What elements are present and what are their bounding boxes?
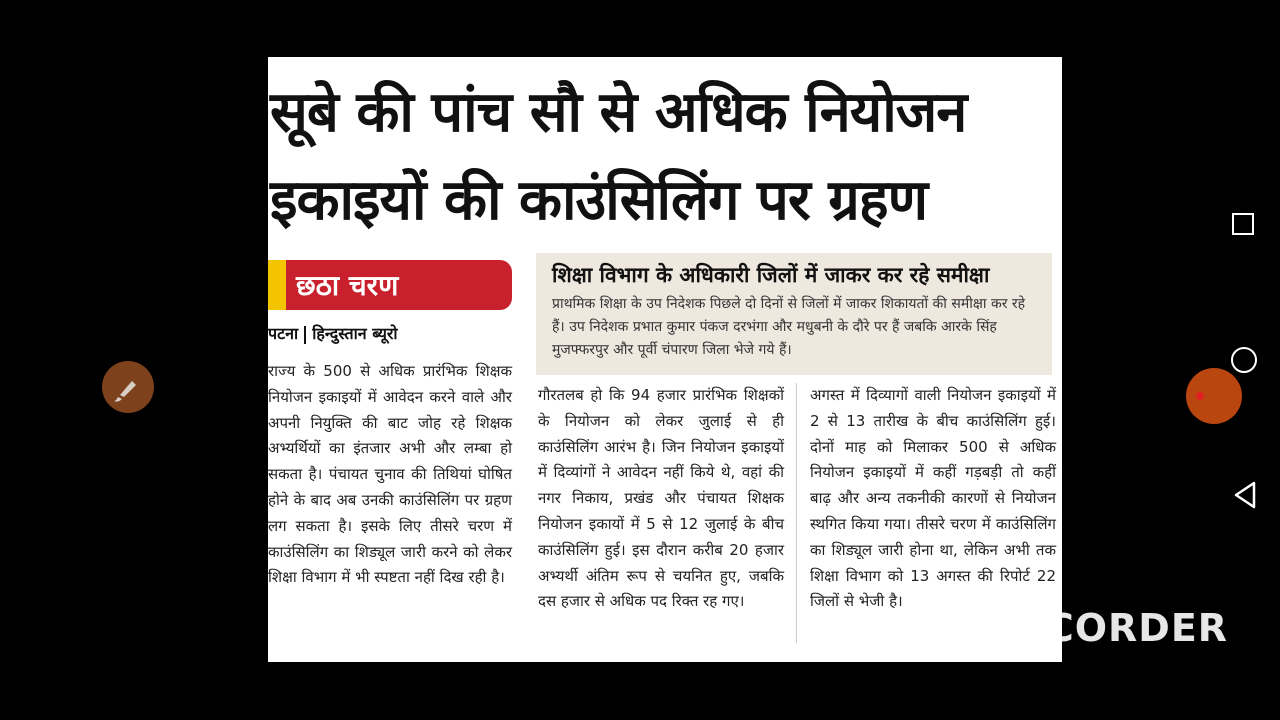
article-column-2 [538,383,784,615]
edit-button[interactable] [102,361,154,413]
dateline-separator [304,326,306,344]
brush-icon [102,361,154,413]
dateline-source: हिन्दुस्तान ब्यूरो [312,324,398,343]
column-2-text: गौरतलब हो कि 94 हजार प्रारंभिक शिक्षकों के नियोजन को लेकर जुलाई से ही काउंसिलिंग आरंभ है। जिन नियोजन इकाइयों में दिव्यांगों ने आवेदन नहीं किये थे, वहां की नगर निकाय, प्रखंड और पंचायत शिक्षक नियोजन इकायों में 5 से 12 जुलाई के बीच काउंसिलिंग हुई। इस दौरान करीब 20 हजार अभ्यर्थी अंतिम रूप से चयनित हुए, जबकि दस हजार से अधिक पद रिक्त रह गए। [538,386,784,611]
headline [270,69,1060,245]
section-tag [268,260,512,310]
dateline-place: पटना [268,324,299,343]
column-divider [796,383,797,643]
recorder-watermark: DU RECORDER [910,606,1229,650]
sidebar-box [536,253,1052,375]
headline-line-2: इकाइयों की काउंसिलिंग पर ग्रहण [270,168,928,233]
headline-line-1: सूबे की पांच सौ से अधिक नियोजन [270,80,967,145]
home-button[interactable] [1231,347,1257,373]
article-column-1 [268,359,512,591]
newspaper-clipping [268,57,1062,662]
back-icon[interactable] [1232,480,1258,510]
article-column-3 [810,383,1056,615]
column-3-text: अगस्त में दिव्यागों वाली नियोजन इकाइयों में 2 से 13 तारीख के बीच काउंसिलिंग हुई। दोनों माह को मिलाकर 500 से अधिक नियोजन इकाइयों में कहीं गड़बड़ी तो कहीं बाढ़ और अन्य तकनीकी कारणों से नियोजन स्थगित किया गया। तीसरे चरण में काउंसिलिंग का शिड्यूल जारी होना था, लेकिन अभी तक शिक्षा विभाग को 13 अगस्त की रिपोर्ट 22 जिलों से भेजी है। [810,386,1056,611]
sidebar-text: प्राथमिक शिक्षा के उप निदेशक पिछले दो दिनों से जिलों में जाकर शिकायतों की समीक्षा कर रहे हैं। उप निदेशक प्रभात कुमार पंकज दरभंगा और मधुबनी के दौरे पर हैं जबकि आरके सिंह मुजफ्फरपुर और पूर्वी चंपारण जिला भेजे गये हैं। [552,296,1026,358]
column-1-text: राज्य के 500 से अधिक प्रारंभिक शिक्षक नियोजन इकाइयों में आवेदन करने वाले और अपनी नियुक्ति की बाट जोह रहे शिक्षक अभ्यर्थियों का इंतजार अभी और लम्बा हो सकता है। पंचायत चुनाव की तिथियां घोषित होने के बाद अब उनकी काउंसिलिंग पर ग्रहण लग सकता है। इसके लिए तीसरे चरण में काउंसिलिंग का शिड्यूल जारी करने को लेकर शिक्षा विभाग में भी स्पष्टता नहीं दिख रही है। [268,362,512,587]
section-tag-label: छठा चरण [296,269,399,302]
sidebar-title: शिक्षा विभाग के अधिकारी जिलों में जाकर कर रहे समीक्षा [552,263,990,287]
record-button[interactable] [1186,368,1242,424]
recent-apps-button[interactable] [1232,213,1254,235]
dateline [268,322,398,344]
